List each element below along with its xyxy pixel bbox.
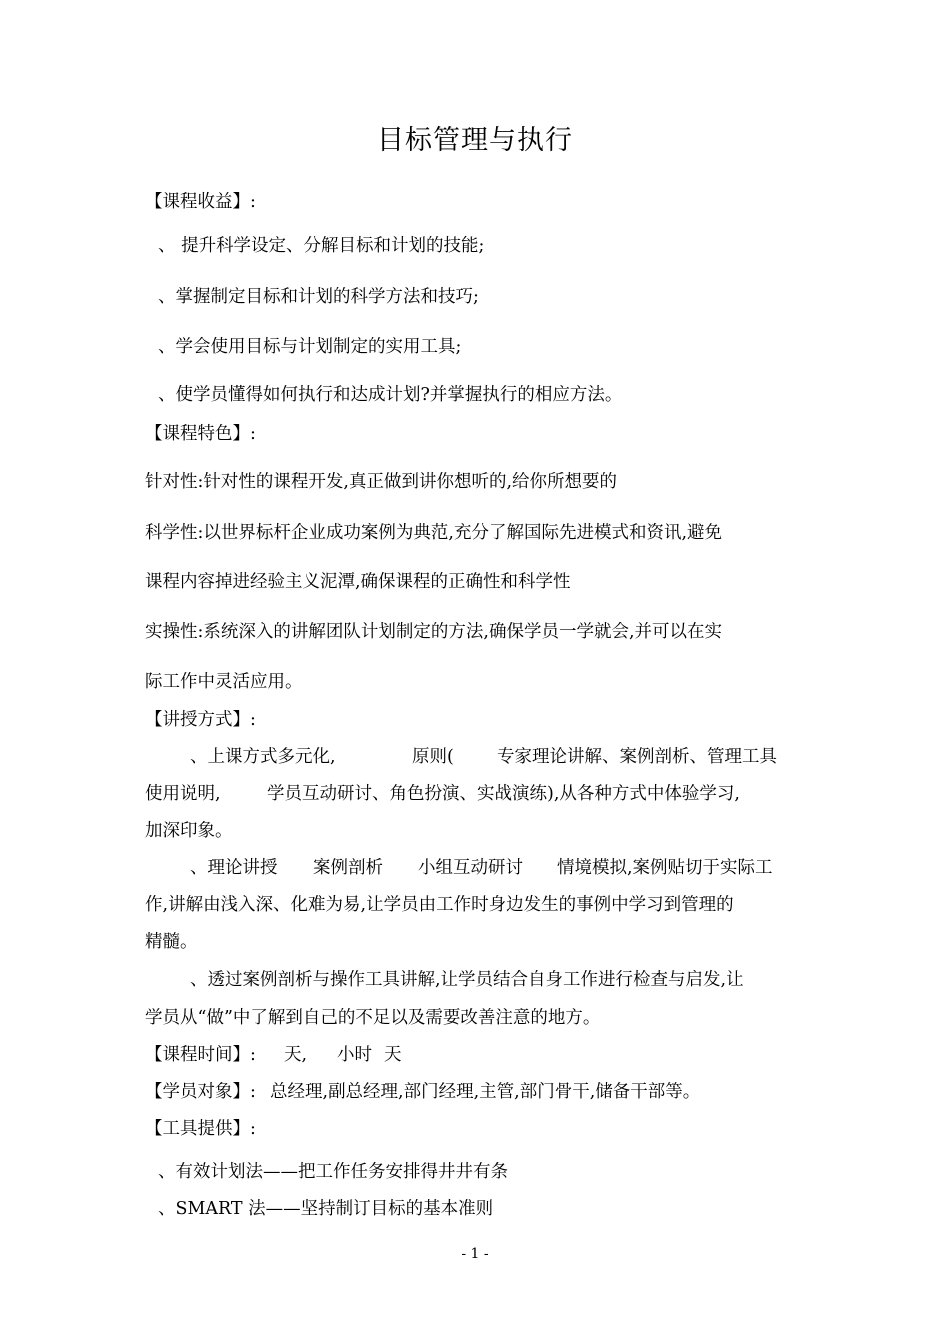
time-hours: 小时: [337, 1045, 372, 1065]
time-days: 天,: [284, 1045, 308, 1065]
teaching-p1-a: 、上课方式多元化,: [190, 747, 336, 767]
feature-line: 课程内容掉进经验主义泥潭,确保课程的正确性和科学性: [145, 572, 571, 592]
audience-heading: 【学员对象】:: [145, 1082, 256, 1102]
page-number: - 1 -: [461, 1246, 489, 1262]
tool-item: 、有效计划法——把工作任务安排得井井有条: [158, 1162, 508, 1182]
teaching-p2-b: 案例剖析: [313, 858, 383, 878]
feature-line: 针对性:针对性的课程开发,真正做到讲你想听的,给你所想要的: [145, 472, 618, 492]
benefit-item: 、掌握制定目标和计划的科学方法和技巧;: [158, 287, 479, 307]
time-days-2: 天: [384, 1045, 402, 1065]
teaching-p1-c: 专家理论讲解、案例剖析、管理工具: [497, 747, 777, 767]
teaching-p2-c: 小组互动研讨: [418, 858, 523, 878]
audience-text: 总经理,副总经理,部门经理,主管,部门骨干,储备干部等。: [270, 1082, 701, 1102]
feature-line: 科学性:以世界标杆企业成功案例为典范,充分了解国际先进模式和资讯,避免: [145, 523, 723, 543]
teaching-p2-l2: 作,讲解由浅入深、化难为易,让学员由工作时身边发生的事例中学习到管理的: [145, 895, 734, 915]
time-heading: 【课程时间】:: [145, 1045, 256, 1065]
teaching-p2-d: 情境模拟,案例贴切于实际工: [557, 858, 773, 878]
benefits-heading: 【课程收益】:: [145, 192, 256, 212]
tool-item: 、SMART 法——坚持制订目标的基本准则: [158, 1199, 494, 1219]
document-title: 目标管理与执行: [377, 125, 573, 156]
benefit-item: 、学会使用目标与计划制定的实用工具;: [158, 337, 462, 357]
teaching-heading: 【讲授方式】:: [145, 710, 256, 730]
feature-line: 实操性:系统深入的讲解团队计划制定的方法,确保学员一学就会,并可以在实: [145, 622, 723, 642]
teaching-p1-l2-a: 使用说明,: [145, 784, 221, 804]
teaching-p3: 、透过案例剖析与操作工具讲解,让学员结合自身工作进行检查与启发,让: [190, 970, 744, 990]
benefit-item: 、使学员懂得如何执行和达成计划?并掌握执行的相应方法。: [158, 385, 623, 405]
teaching-p1-l3: 加深印象。: [145, 821, 233, 841]
teaching-p1-l2-b: 学员互动研讨、角色扮演、实战演练),从各种方式中体验学习,: [267, 784, 740, 804]
teaching-p3-l2: 学员从“做”中了解到自己的不足以及需要改善注意的地方。: [145, 1008, 601, 1028]
teaching-p1-b: 原则(: [412, 747, 454, 767]
features-heading: 【课程特色】:: [145, 424, 256, 444]
tools-heading: 【工具提供】:: [145, 1119, 256, 1139]
teaching-p2-l3: 精髓。: [145, 932, 198, 952]
benefit-item: 、 提升科学设定、分解目标和计划的技能;: [158, 236, 485, 256]
teaching-p2-a: 、理论讲授: [190, 858, 278, 878]
feature-line: 际工作中灵活应用。: [145, 672, 303, 692]
